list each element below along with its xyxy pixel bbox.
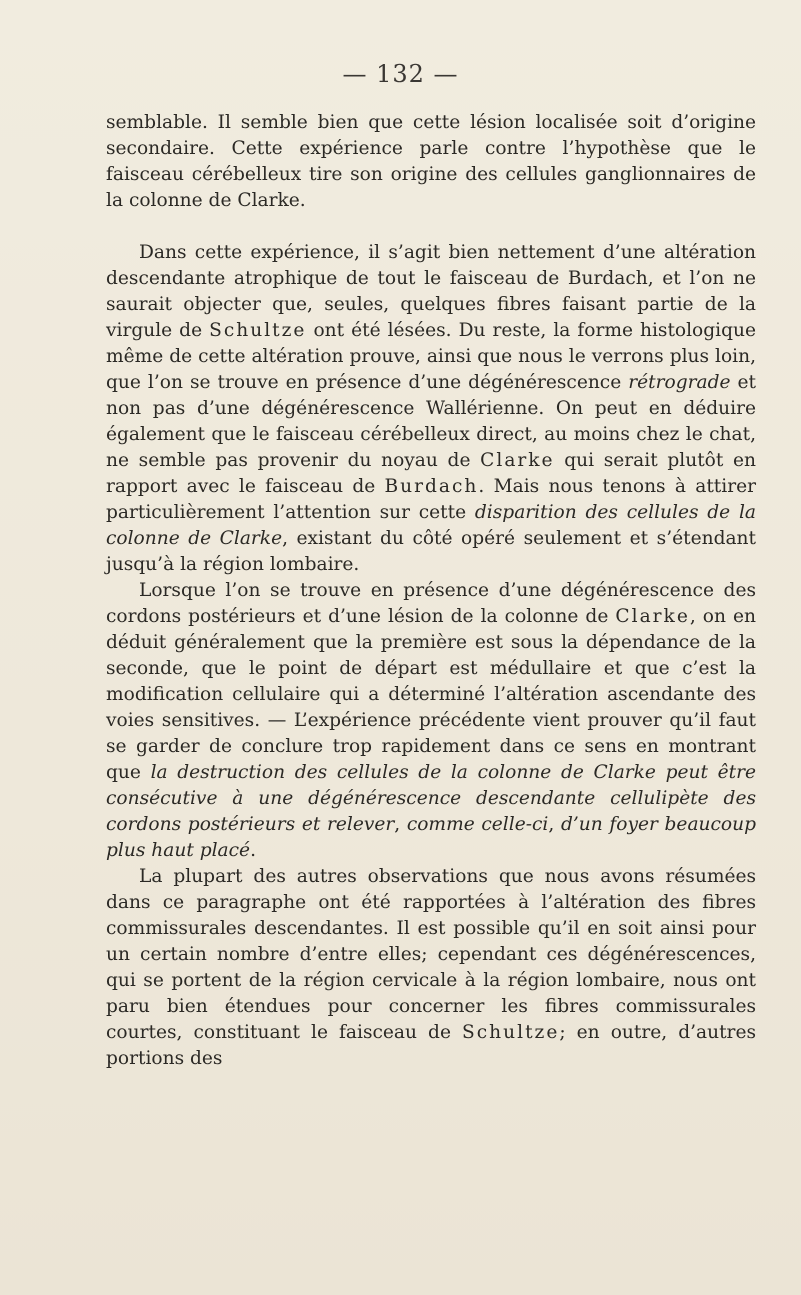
- body-text: [106, 110, 756, 1072]
- name-schultze: Schultze: [462, 1022, 560, 1043]
- name-clarke: Clarke: [480, 450, 555, 471]
- italic-disparition: disparition des cellules de la colonne de Clarke: [106, 502, 756, 549]
- text-run: ont été lésées. Du reste, la forme histologique même de cette altération prouve, ainsi que nous le verrons plus loin, que l’on se trouve en présence d’une dégénérescence: [106, 320, 756, 393]
- paragraph-4: [106, 864, 756, 1072]
- page-number: — 132 —: [342, 60, 459, 88]
- text-run: ,: [548, 814, 561, 835]
- text-run: et non pas d’une dégénérescence Wallérienne. On peut en déduire également que le faisceau cérébelleux direct, au moins chez le chat, ne semble pas provenir du noyau de: [106, 372, 756, 471]
- paragraph-2: [106, 240, 756, 578]
- text-run: .: [250, 840, 256, 861]
- text-run: La plupart des autres observations que nous avons résumées dans ce paragraphe ont été rapportées à l’altération des fibres commissurales descendantes. Il est possible qu’il en soit ainsi pour un certain nombre d’entre elles; cependant ces dégénérescences, qui se portent de la région cervicale à la région lombaire, nous ont paru bien étendues pour concerner les fibres commissurales courtes, constituant le faisceau de: [106, 866, 756, 1043]
- italic-comme: comme celle-ci: [406, 814, 549, 835]
- text-run: ; en outre, d’autres portions des: [106, 1022, 756, 1069]
- paragraph-1: semblable. Il semble bien que cette lésion localisée soit d’origine secondaire. Cette expérience parle contre l’hypothèse que le faisceau cérébelleux tire son origine des cellules ganglionnaires de la colonne de Clarke.: [106, 112, 756, 211]
- text-run: Lorsque l’on se trouve en présence d’une dégénérescence des cordons postérieurs et d’une lésion de la colonne de: [106, 580, 756, 627]
- name-schultze: Schultze: [209, 320, 307, 341]
- paragraph-3: [106, 578, 756, 864]
- italic-foyer: d’un foyer beaucoup plus haut placé: [106, 814, 756, 861]
- name-clarke: Clarke: [615, 606, 690, 627]
- name-burdach: Burdach: [384, 476, 479, 497]
- text-run: ,: [394, 814, 407, 835]
- text-run: qui serait plutôt en rapport avec le faisceau de: [106, 450, 756, 497]
- text-run: , on en déduit généralement que la première est sous la dépendance de la seconde, que le point de départ est médullaire et que c’est la modification cellulaire qui a déterminé l’altération ascendante des voies sensitives. — L’expérience précédente vient prouver qu’il faut se garder de conclure trop rapidement dans ce sens en montrant que: [106, 606, 757, 783]
- text-run: , existant du côté opéré seulement et s’étendant jusqu’à la région lombaire.: [106, 528, 757, 575]
- italic-destruction: la destruction des cellules de la colonne de Clarke peut être consécutive à une dégénérescence descendante cellulipète des cordons postérieurs et relever: [106, 762, 756, 835]
- italic-retrograde: rétrograde: [628, 372, 731, 393]
- text-run: . Mais nous tenons à attirer particulièrement l’attention sur cette: [106, 476, 756, 523]
- text-run: Dans cette expérience, il s’agit bien nettement d’une altération descendante atrophique de tout le faisceau de Burdach, et l’on ne saurait objecter que, seules, quelques fibres faisant partie de la virgule de: [106, 242, 756, 341]
